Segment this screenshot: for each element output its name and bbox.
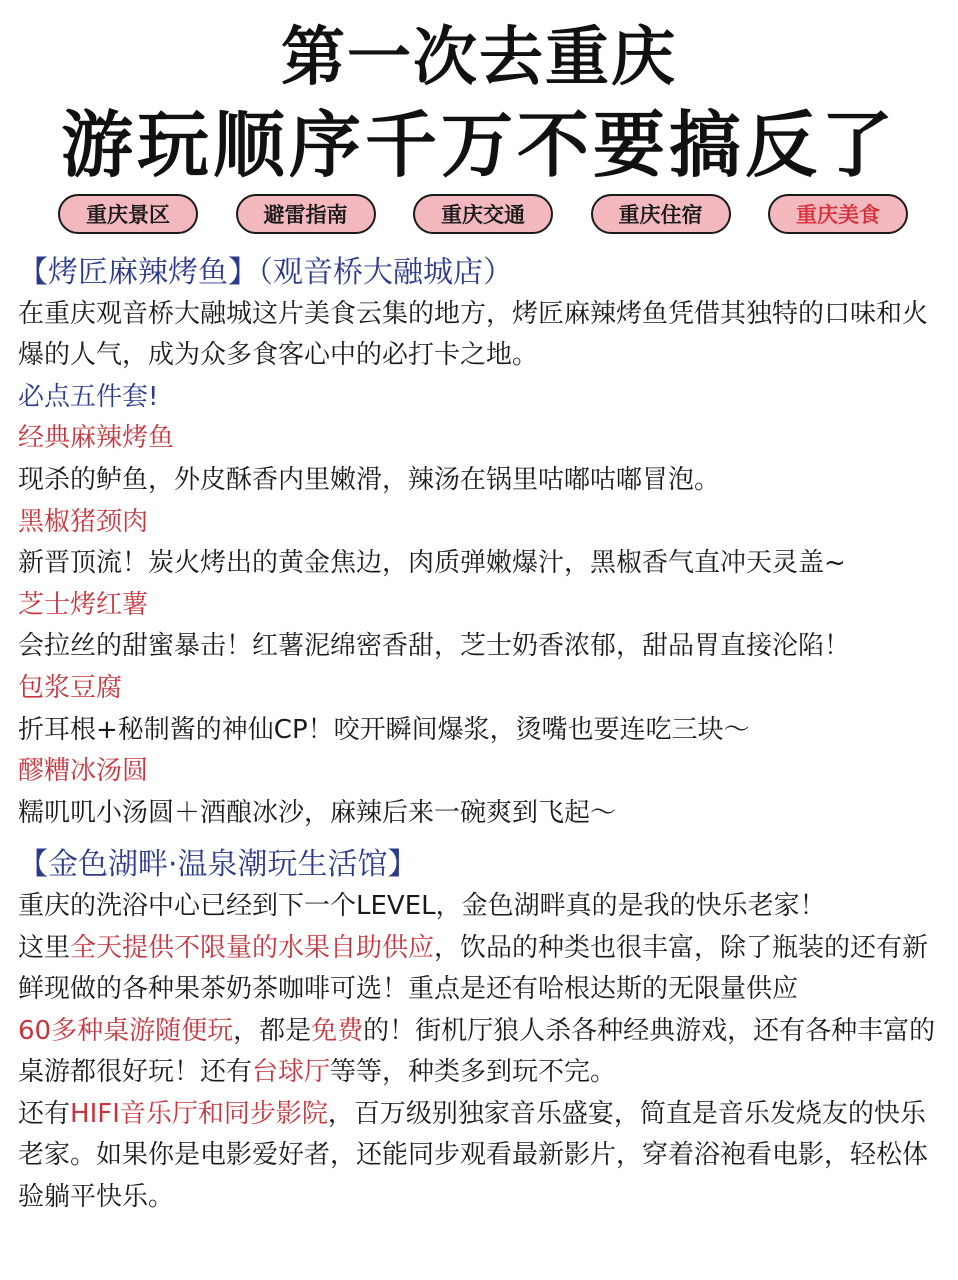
p3-highlight-2: 免费 [311, 1015, 364, 1046]
dish-desc: 新晋顶流！炭火烤出的黄金焦边，肉质弹嫩爆汁，黑椒香气直冲天灵盖~ [18, 548, 846, 579]
p3-highlight-1: 60多种桌游随便玩 [18, 1015, 234, 1046]
p4-highlight: HIFI音乐厅和同步影院 [70, 1098, 328, 1129]
p3-mid-1: ，都是 [233, 1015, 312, 1046]
section2-p4 [18, 1094, 948, 1219]
p2-pre: 这里 [18, 932, 71, 963]
p3-post: 等等，种类多到玩不完。 [330, 1057, 617, 1088]
dish-desc: 现杀的鲈鱼，外皮酥香内里嫩滑，辣汤在锅里咕嘟咕嘟冒泡。 [18, 464, 721, 495]
dish-name: 黑椒猪颈肉 [18, 506, 149, 537]
p2-highlight: 全天提供不限量的水果自助供应 [70, 932, 435, 963]
p2-post: ，饮品的种类也很丰富，除了瓶装的还有新鲜现做的各种果茶奶茶咖啡可选！重点是还有哈根达斯的无限量供应 [18, 932, 929, 1005]
must-order-label: 必点五件套! [18, 381, 159, 412]
article-body [18, 252, 948, 1219]
p3-highlight-3: 台球厅 [252, 1057, 331, 1088]
p4-pre: 还有 [18, 1098, 71, 1129]
dish-name: 经典麻辣烤鱼 [18, 423, 175, 454]
tag-lodging[interactable]: 重庆住宿 [591, 194, 731, 234]
section2-heading: 【金色湖畔·温泉潮玩生活馆】 [18, 847, 418, 883]
section1-heading: 【烤匠麻辣烤鱼】（观音桥大融城店） [18, 255, 513, 290]
dish-name: 包浆豆腐 [18, 672, 123, 703]
dish-name: 醪糟冰汤圆 [18, 756, 149, 787]
dish-desc: 折耳根+秘制酱的神仙CP！咬开瞬间爆浆，烫嘴也要连吃三块～ [18, 714, 750, 745]
section2-p3 [18, 1011, 948, 1094]
tag-avoid-guide[interactable]: 避雷指南 [236, 194, 376, 234]
section2-p1: 重庆的洗浴中心已经到下一个LEVEL，金色湖畔真的是我的快乐老家！ [18, 890, 826, 921]
dish-name: 芝士烤红薯 [18, 589, 149, 620]
section2-p2 [18, 928, 948, 1011]
tag-scenic[interactable]: 重庆景区 [58, 194, 198, 234]
dish-desc: 糯叽叽小汤圆＋酒酿冰沙，麻辣后来一碗爽到飞起～ [18, 797, 617, 828]
p3-mid-2: 的！街机厅狼人杀各种经典游戏，还有各种丰富的桌游都很好玩！还有 [18, 1015, 936, 1088]
dish-desc: 会拉丝的甜蜜暴击！红薯泥绵密香甜，芝士奶香浓郁，甜品胃直接沦陷！ [18, 631, 851, 662]
tag-food[interactable]: 重庆美食 [768, 194, 908, 234]
page-title-line1: 第一次去重庆 [281, 21, 677, 95]
p4-post: ，百万级别独家音乐盛宴，简直是音乐发烧友的快乐老家。如果你是电影爱好者，还能同步观看最新影片，穿着浴袍看电影，轻松体验躺平快乐。 [18, 1098, 929, 1213]
category-tags [58, 194, 908, 238]
page-title-line2: 游玩顺序千万不要搞反了 [60, 103, 897, 187]
tag-transport[interactable]: 重庆交通 [413, 194, 553, 234]
section1-intro: 在重庆观音桥大融城这片美食云集的地方，烤匠麻辣烤鱼凭借其独特的口味和火爆的人气，成为众多食客心中的必打卡之地。 [18, 298, 929, 371]
